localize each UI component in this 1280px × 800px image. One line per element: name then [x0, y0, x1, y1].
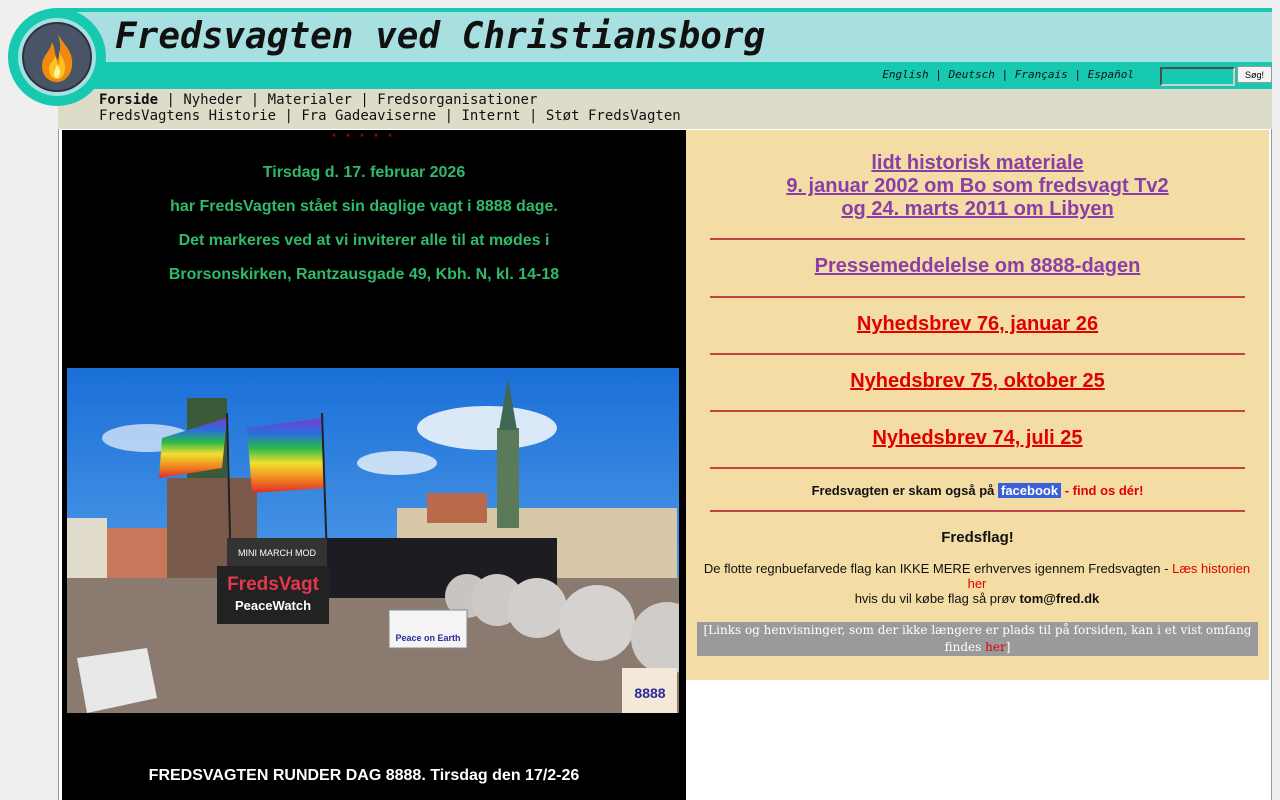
flag-text-2: hvis du vil købe flag så prøv: [854, 591, 1016, 606]
main-nav: [58, 89, 1272, 129]
links-notice: [697, 622, 1258, 656]
links-panel: [686, 130, 1269, 680]
newsletter-74-link[interactable]: Nyhedsbrev 74, juli 25: [872, 427, 1083, 449]
protest-sign-text: MINI MARCH MOD: [238, 548, 316, 558]
newsletter-75-link[interactable]: Nyhedsbrev 75, oktober 25: [850, 370, 1105, 392]
links-notice-text: [Links og henvisninger, som der ikke længere er plads til på forsiden, kan i et vist omfang findes: [703, 623, 1252, 654]
announcement-line-4: Brorsonskirken, Rantzausgade 49, Kbh. N, kl. 14-18: [168, 266, 560, 283]
separator-line: [710, 510, 1245, 512]
search-button[interactable]: Søg!: [1237, 66, 1272, 83]
site-title: Fredsvagten ved Christiansborg: [115, 16, 766, 57]
facebook-link[interactable]: - find os dér!: [1064, 483, 1144, 498]
photo-caption: FREDSVAGTEN RUNDER DAG 8888. Tirsdag den 17/2-26: [148, 767, 580, 784]
separator-line: [710, 410, 1245, 412]
newsletter-76-link[interactable]: Nyhedsbrev 76, januar 26: [856, 313, 1099, 335]
flag-history-link[interactable]: Læs historien her: [967, 561, 1251, 591]
logo-disc: [22, 22, 92, 92]
nav-forside[interactable]: Forside: [99, 92, 159, 108]
announcement-panel: [62, 130, 686, 800]
lang-deutsch-link[interactable]: Deutsch: [948, 68, 995, 81]
lang-english-link[interactable]: English: [882, 68, 929, 81]
nav-row-1: [99, 92, 537, 108]
peace-sign-text: Peace on Earth: [395, 633, 461, 643]
facebook-badge[interactable]: facebook: [998, 483, 1061, 498]
nav-nyheder[interactable]: Nyheder: [183, 92, 243, 108]
nav-historie[interactable]: FredsVagtens Historie: [99, 108, 277, 124]
history-link-3[interactable]: og 24. marts 2011 om Libyen: [841, 198, 1114, 220]
banner-text-1: FredsVagt: [227, 574, 319, 595]
site-logo[interactable]: [8, 8, 106, 106]
separator-line: [710, 238, 1245, 240]
nav-internt[interactable]: Internt: [461, 108, 521, 124]
separator-line: [710, 353, 1245, 355]
announcement-line-3: Det markeres ved at vi inviterer alle til at mødes i: [178, 232, 550, 249]
banner-text-2: PeaceWatch: [234, 598, 312, 613]
links-here-link[interactable]: her: [985, 640, 1006, 654]
lang-francais-link[interactable]: Français: [1014, 68, 1068, 81]
separator-line: [710, 467, 1245, 469]
stars-divider: * * * * *: [332, 132, 396, 142]
nav-stoet[interactable]: Støt FredsVagten: [545, 108, 681, 124]
flame-logo-icon: [32, 30, 82, 84]
language-bar: [60, 62, 1272, 89]
nav-separator: |: [360, 92, 369, 108]
facebook-line: [686, 483, 1269, 498]
nav-materialer[interactable]: Materialer: [267, 92, 352, 108]
press-release-link[interactable]: Pressemeddelelse om 8888-dagen: [814, 255, 1141, 277]
search-input[interactable]: [1160, 67, 1235, 86]
content-frame: [58, 129, 1272, 800]
nav-row-2: [99, 108, 681, 124]
nav-separator: |: [284, 108, 293, 124]
event-photo: [67, 368, 679, 713]
lang-espanol-link[interactable]: Español: [1087, 68, 1134, 81]
title-bar: [60, 8, 1272, 62]
separator-line: [710, 296, 1245, 298]
nav-separator: |: [444, 108, 454, 124]
number-sign-text: 8888: [634, 685, 666, 701]
history-link-1[interactable]: lidt historisk materiale: [871, 152, 1084, 174]
links-notice-close: ]: [1005, 640, 1011, 654]
nav-fredsorganisationer[interactable]: Fredsorganisationer: [377, 92, 538, 108]
language-links: English | Deutsch | Français | Español: [882, 68, 1134, 81]
nav-gadeaviserne[interactable]: Fra Gadeaviserne: [301, 108, 437, 124]
flag-heading: Fredsflag!: [941, 529, 1014, 546]
nav-separator: |: [250, 92, 260, 108]
logo-inner-ring: [18, 18, 96, 96]
flag-text-1: De flotte regnbuefarvede flag kan IKKE MERE erhverves igennem Fredsvagten -: [703, 561, 1169, 576]
announcement-date: Tirsdag d. 17. februar 2026: [262, 164, 466, 181]
flag-text: [700, 561, 1254, 606]
nav-separator: |: [166, 92, 175, 108]
announcement-line-2: har FredsVagten stået sin daglige vagt i 8888 dage.: [170, 198, 558, 215]
flag-email: tom@fred.dk: [1019, 591, 1100, 606]
nav-separator: |: [528, 108, 538, 124]
facebook-text: Fredsvagten er skam også på: [811, 483, 995, 498]
history-link-2[interactable]: 9. januar 2002 om Bo som fredsvagt Tv2: [786, 175, 1169, 197]
